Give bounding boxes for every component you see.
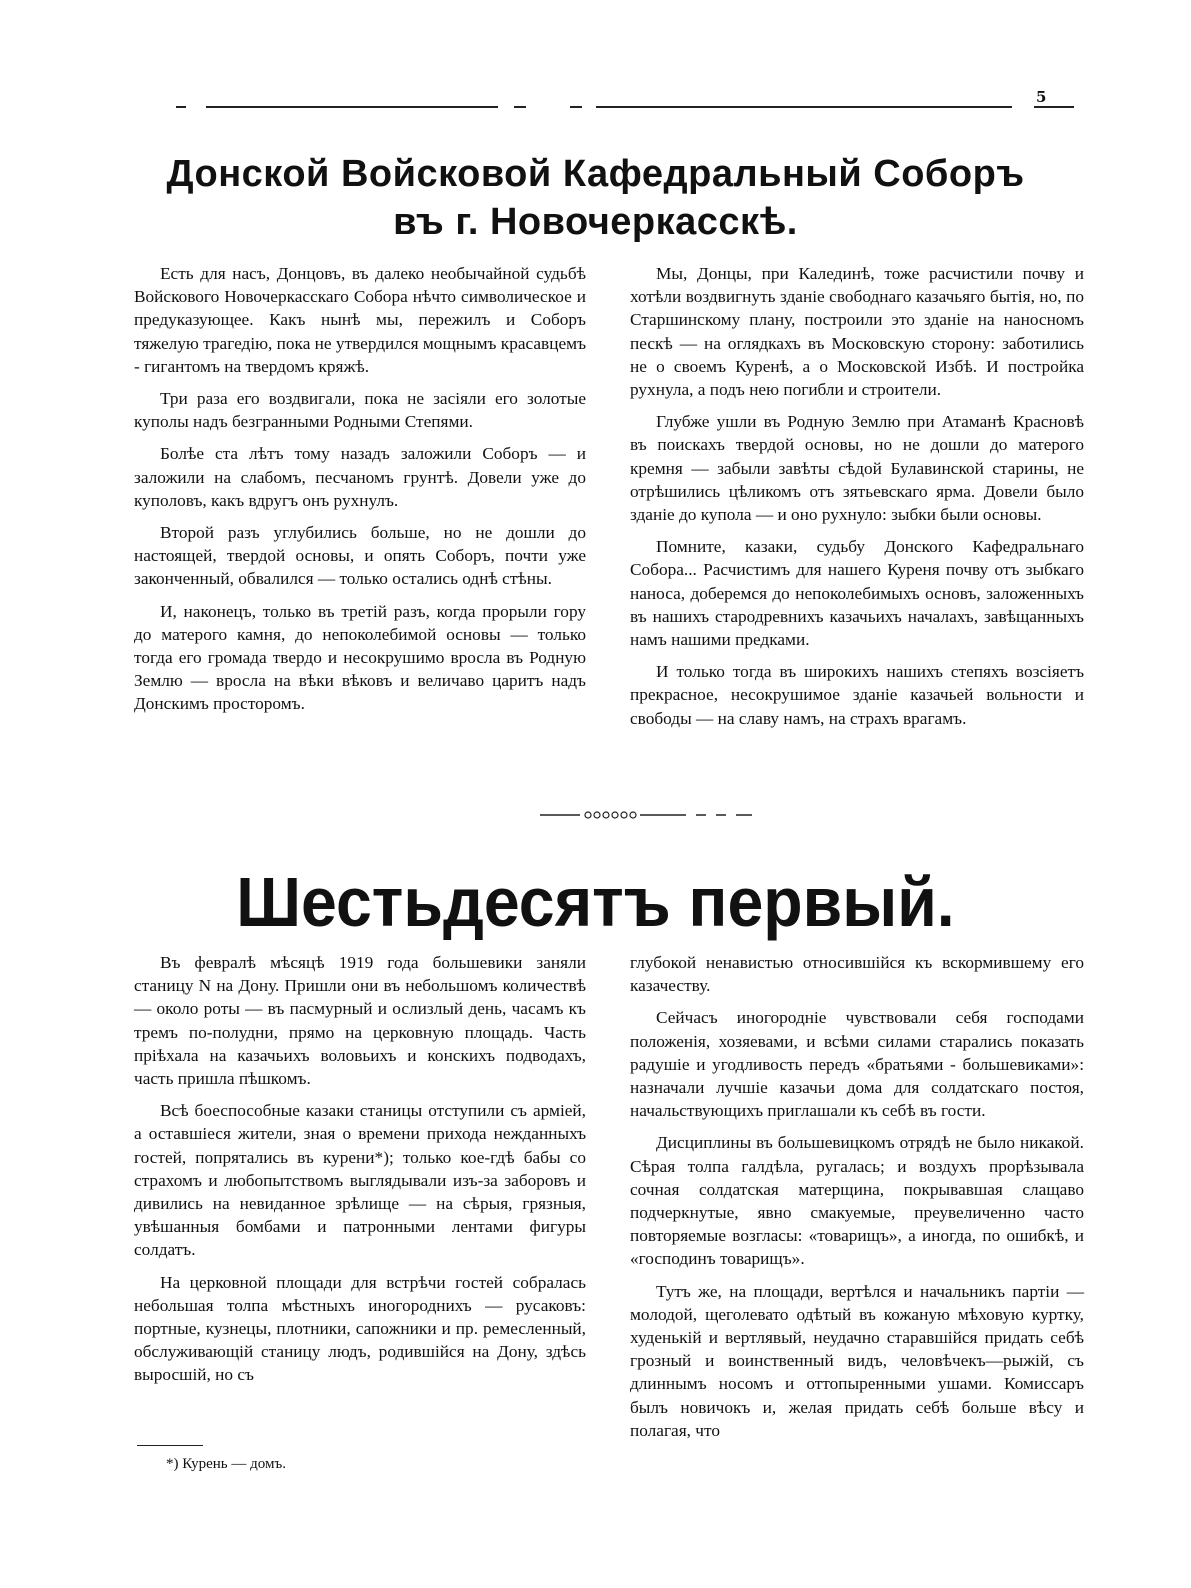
article2-column-left [134, 951, 586, 1396]
ornament-divider-icon [540, 810, 752, 820]
header-rule-right [596, 106, 1012, 108]
article1-column-right [630, 262, 1084, 739]
article1-title-line2: въ г. Новочеркасскѣ. [393, 201, 798, 243]
paragraph: Помните, казаки, судьбу Донского Кафедральнаго Собора... Расчистимъ для нашего Куреня почву отъ зыбкаго наноса, доберемся до непоколебимыхъ основъ, заложенныхъ въ нашихъ стародревнихъ казачьихъ началахъ, завѣщанныхъ намъ нашими предками. [630, 537, 1084, 650]
paragraph: Въ февралѣ мѣсяцѣ 1919 года большевики заняли станицу N на Дону. Пришли они въ небольшомъ количествѣ — около роты — въ пасмурный и ослизлый день, часамъ къ тремъ по-полудни, прямо на церковную площадь. Часть пріѣхала на казачьихъ воловьихъ и конскихъ подводахъ, часть пришла пѣшкомъ. [134, 953, 586, 1089]
page-number: 5 [1036, 88, 1047, 106]
footnote-rule [137, 1445, 203, 1446]
article2-title: Шестьдесятъ первый. [236, 863, 955, 941]
header-rule-mid-start [570, 106, 582, 108]
article2-column-right [630, 951, 1084, 1451]
article1-title-line1: Донской Войсковой Кафедральный Соборъ [166, 153, 1025, 195]
paragraph: Глубже ушли въ Родную Землю при Атаманѣ Красновѣ въ поискахъ твердой основы, но не дошли до матерого кремня — забыли завѣты сѣдой Булавинской старины, не отрѣшились цѣликомъ отъ зятьевскаго ярма. Довели было зданіе до купола — и оно рухнуло: зыбки были основы. [630, 412, 1084, 525]
paragraph: Тутъ же, на площади, вертѣлся и начальникъ партіи — молодой, щеголевато одѣтый въ кожаную мѣховую куртку, худенькій и вертлявый, неудачно старавшійся придать себѣ грозный и воинственный видъ, человѣчекъ—рыжій, съ длиннымъ носомъ и оттопыренными ушами. Комиссаръ былъ новичокъ и, желая придать себѣ больше вѣсу и полагая, что [630, 1281, 1084, 1440]
header-rule-left-end [514, 106, 526, 108]
paragraph: Есть для насъ, Донцовъ, въ далеко необычайной судьбѣ Войскового Новочеркасскаго Собора нѣчто символическое и предуказующее. Какъ нынѣ мы, пережилъ и Соборъ тяжелую трагедію, пока не утвердился мощнымъ красавцемъ - гигантомъ на твердомъ кряжѣ. [134, 264, 587, 376]
paragraph: На церковной площади для встрѣчи гостей собралась небольшая толпа мѣстныхъ иногороднихъ — русаковъ: портные, кузнецы, плотники, сапожники и пр. ремесленный, обслуживающій станицу людъ, родившійся на Дону, здѣсь выросшій, но съ [134, 1272, 586, 1385]
paragraph-continued: глубокой ненавистью относившійся къ вскормившему его казачеству. [630, 953, 1084, 996]
header-rule-right-end [1034, 106, 1074, 108]
paragraph: Сейчасъ иногородніе чувствовали себя господами положенія, хозяевами, и всѣми силами старались показать радушіе и угодливость передъ «братьями - большевиками»: назначали лучшіе казачьи дома для солдатскаго постоя, начальствующихъ приглашали къ себѣ въ гости. [630, 1008, 1084, 1121]
paragraph: Дисциплины въ большевицкомъ отрядѣ не было никакой. Сѣрая толпа галдѣла, ругалась; и воздухъ прорѣзывала сочная солдатская матерщина, покрывавшая слащаво подчеркнутые, явно смакуемые, преувеличенно часто повторяемые возгласы: «товарищъ», а иногда, по ошибкѣ, и «господинъ товарищъ». [630, 1133, 1084, 1269]
paragraph: И, наконецъ, только въ третій разъ, когда прорыли гору до матерого камня, до непоколебимой основы — только тогда его громада твердо и несокрушимо вросла въ Родную Землю — вросла на вѣки вѣковъ и величаво царитъ надъ Донскимъ просторомъ. [134, 601, 586, 714]
paragraph: Три раза его воздвигали, пока не засіяли его золотые куполы надъ безгранными Родными Степями. [134, 389, 586, 432]
footnote: *) Курень — домъ. [166, 1456, 286, 1472]
paragraph: Мы, Донцы, при Калединѣ, тоже расчистили почву и хотѣли воздвигнуть зданіе свободнаго казачьяго бытія, но, по Старшинскому плану, построили это зданіе на наносномъ пескѣ — на оглядкахъ въ Московскую сторону: заботились не о своемъ Куренѣ, а о Московской Избѣ. И постройка рухнула, а подъ нею погибли и строители. [630, 264, 1084, 400]
paragraph: Болѣе ста лѣтъ тому назадъ заложили Соборъ — и заложили на слабомъ, песчаномъ грунтѣ. Довели уже до куполовъ, какъ вдругъ онъ рухнулъ. [134, 444, 586, 510]
header-rule-left-tick [176, 106, 186, 108]
paragraph: Всѣ боеспособные казаки станицы отступили съ арміей, а оставшіеся жители, зная о времени прихода нежданныхъ гостей, попрятались въ курени*); только кое-гдѣ бабы со страхомъ и любопытствомъ выглядывали изъ-за заборовъ и дивились на невиданное зрѣлище — на сѣрыя, грязныя, увѣшанныя бомбами и патронными лентами фигуры солдатъ. [134, 1101, 586, 1260]
paragraph: Второй разъ углубились больше, но не дошли до настоящей, твердой основы, и опять Соборъ, почти уже законченный, обвалился — только остались однѣ стѣны. [134, 523, 586, 589]
header-rule-left [206, 106, 498, 108]
article1-title [0, 150, 1191, 246]
article1-column-left [134, 262, 586, 725]
paragraph: И только тогда въ широкихъ нашихъ степяхъ возсіяетъ прекрасное, несокрушимое зданіе казачьей вольности и свободы — на славу намъ, на страхъ врагамъ. [630, 662, 1084, 728]
